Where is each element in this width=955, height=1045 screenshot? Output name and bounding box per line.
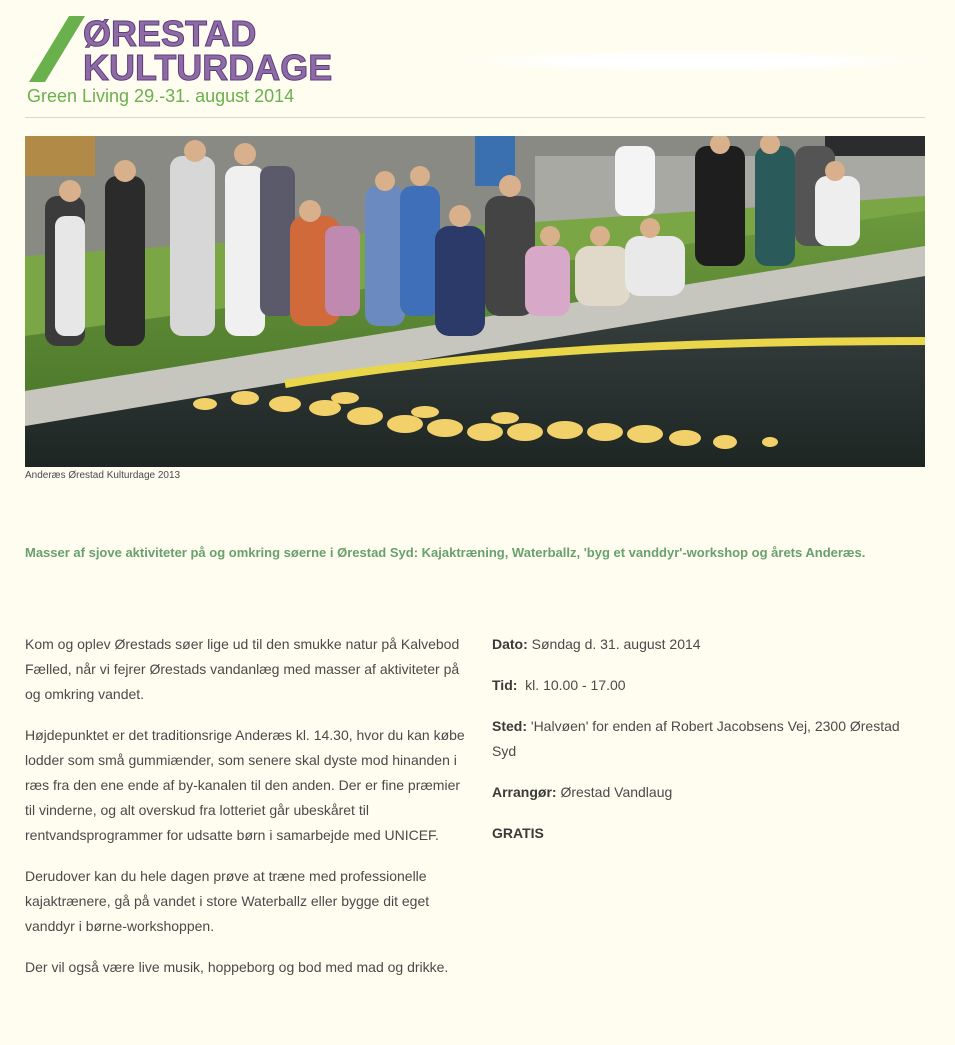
logo-slash-graphic	[29, 16, 89, 82]
organizer-label: Arrangør:	[492, 784, 557, 800]
organizer-row	[492, 780, 912, 805]
description-paragraph: Kom og oplev Ørestads søer lige ud til den smukke natur på Kalvebod Fælled, når vi fejrer Ørestads vandanlæg med masser af aktiviteter på og omkring vandet.	[25, 636, 460, 702]
intro-lead: Masser af sjove aktiviteter på og omkring søerne i Ørestad Syd: Kajaktræning, Waterballz, 'byg et vanddyr'-workshop og årets Anderæs.	[25, 545, 866, 560]
time-value: kl. 10.00 - 17.00	[517, 677, 626, 693]
photo-caption: Anderæs Ørestad Kulturdage 2013	[25, 470, 181, 481]
time-label: Tid:	[492, 677, 518, 693]
header-decoration	[455, 50, 935, 72]
logo-tagline: Green Living 29.-31. august 2014	[27, 86, 295, 106]
date-value: Søndag d. 31. august 2014	[527, 636, 701, 652]
description-paragraph: Der vil også være live musik, hoppeborg og bod med mad og drikke.	[25, 959, 449, 975]
event-photo-illustration	[25, 136, 925, 467]
price-badge: GRATIS	[492, 825, 544, 841]
description-column	[25, 632, 465, 996]
logo-title-line2: KULTURDAGE	[83, 47, 333, 88]
site-logo[interactable]	[27, 10, 333, 110]
logo-title-line1: ØRESTAD	[83, 13, 257, 54]
event-details	[492, 632, 912, 862]
description-paragraph: Derudover kan du hele dagen prøve at træne med professionelle kajaktrænere, gå på vandet i store Waterballz eller bygge dit eget vanddyr i børne-workshoppen.	[25, 868, 430, 934]
place-row	[492, 714, 912, 764]
site-header	[0, 0, 955, 118]
event-photo	[25, 136, 925, 467]
place-label: Sted:	[492, 718, 527, 734]
date-row	[492, 632, 912, 657]
time-row	[492, 673, 912, 698]
header-divider	[25, 117, 925, 118]
date-label: Dato:	[492, 636, 528, 652]
place-value: 'Halvøen' for enden af Robert Jacobsens Vej, 2300 Ørestad Syd	[492, 718, 900, 759]
organizer-value: Ørestad Vandlaug	[556, 784, 673, 800]
description-paragraph: Højdepunktet er det traditionsrige Anderæs kl. 14.30, hvor du kan købe lodder som små gummiænder, som senere skal dyste mod hinanden i ræs fra den ene ende af by-kanalen til den anden. Der er fine præmier til vinderne, og alt overskud fra lotteriet går ubeskåret til rentvandsprogrammer for udsatte børn i samarbejde med UNICEF.	[25, 727, 465, 843]
